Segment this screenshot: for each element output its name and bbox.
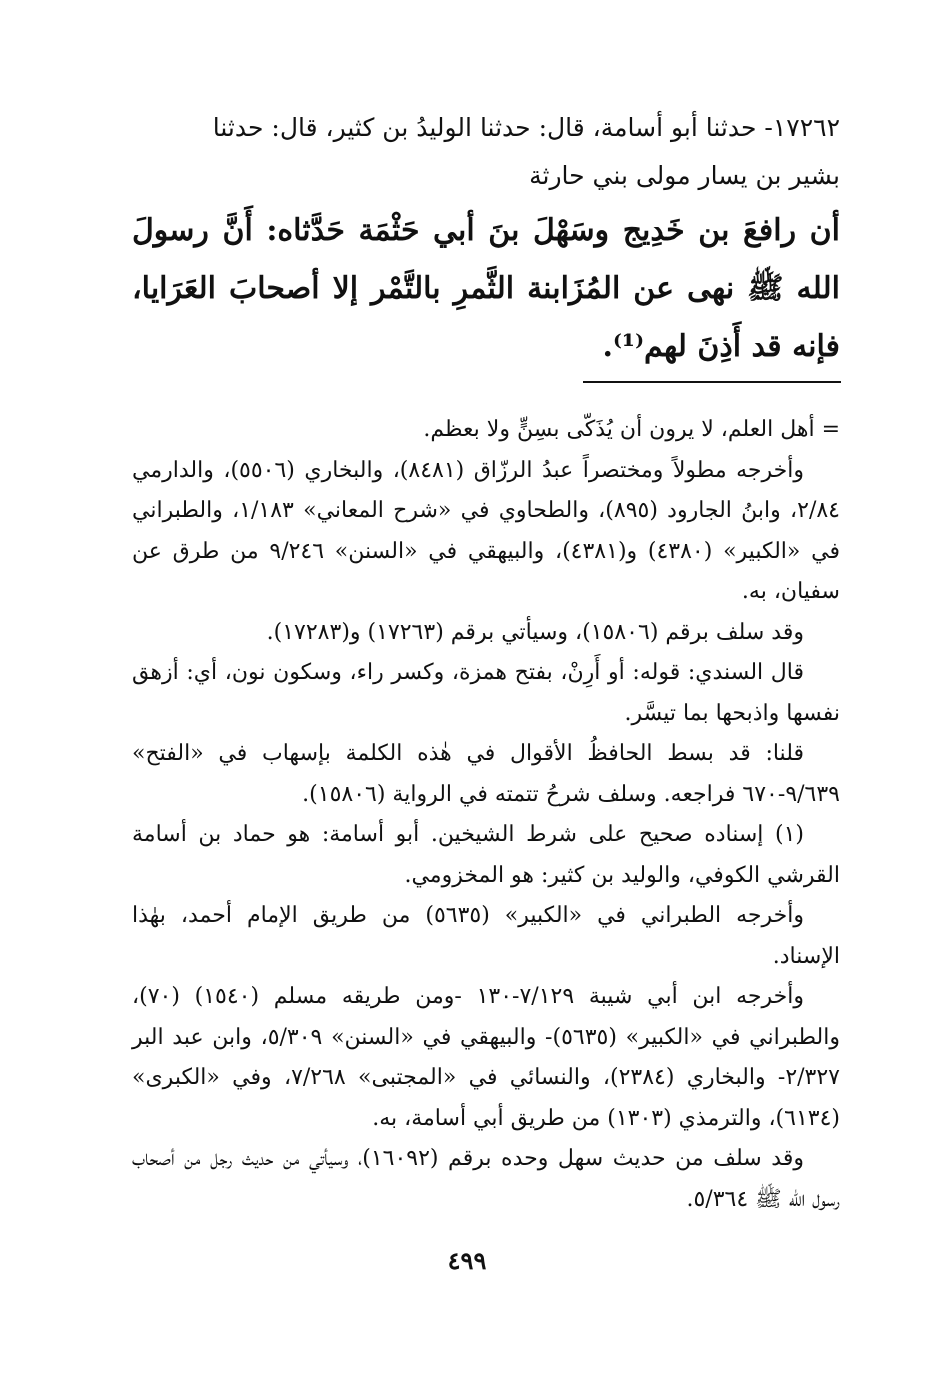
footnote-paragraph: قال السندي: قوله: أو أَرِنْ، بفتح همزة، وكسر راء، وسكون نون، أي: أزهق نفسها واذبحها بما تيسَّر. <box>132 660 840 726</box>
hadith-header-line1: ١٧٢٦٢- حدثنا أبو أسامة، قال: حدثنا الوليدُ بن كثير، قال: حدثنا <box>212 113 840 142</box>
hadith-matn: أن رافعَ بن خَدِيج وسَهْلَ بنَ أبي حَثْمَة حَدَّثاه: أَنَّ رسولَ الله ﷺ نهى عن المُزَابنة الثَّمرِ بالتَّمْر إلا أصحابَ العَرَايا، فإنه قد أَذِنَ لهم⁽¹⁾. <box>132 213 840 364</box>
footnote-paragraph: وقد سلف من حديث سهل وحده برقم (١٦٠٩٢)، وسيأتي من حديث رجل من أصحاب رسول الله ﷺ ٥/٣٦٤. <box>132 1146 840 1212</box>
page-number: ٤٩٩ <box>447 1246 487 1275</box>
footnotes <box>132 410 840 1220</box>
footnote-separator <box>583 381 841 383</box>
footnote-paragraph: وأخرجه ابن أبي شيبة ٧/١٢٩-١٣٠ -ومن طريقه مسلم (١٥٤٠) (٧٠)، والطبراني في «الكبير» (٥٦٣٥)- والبيهقي في «السنن» ٥/٣٠٩، وابن عبد البر ٢/٣٢٧- والبخاري (٢٣٨٤)، والنسائي في «المجتبى» ٧/٢٦٨، وفي «الكبرى» (٦١٣٤)، والترمذي (١٣٠٣) من طريق أبي أسامة، به. <box>132 984 840 1131</box>
hadith-header-line2: بشير بن يسار مولى بني حارثة <box>529 161 840 190</box>
footnote-paragraph: قلنا: قد بسط الحافظُ الأقوال في هٰذه الكلمة بإسهاب في «الفتح» ٩/٦٣٩-٦٧٠ فراجعه. وسلف شرحُ تتمته في الرواية (١٥٨٠٦). <box>132 741 840 807</box>
footnote-paragraph: وأخرجه الطبراني في «الكبير» (٥٦٣٥) من طريق الإمام أحمد، بهٰذا الإسناد. <box>132 903 840 969</box>
footnote-paragraph: = أهل العلم، لا يرون أن يُذَكّى بسِنٍّ ولا بعظم. <box>423 417 840 442</box>
footnote-paragraph: (١) إسناده صحيح على شرط الشيخين. أبو أسامة: هو حماد بن أسامة القرشي الكوفي، والوليد بن كثير: هو المخزومي. <box>132 822 840 888</box>
hadith-isnad <box>132 104 840 200</box>
hadith-block <box>132 104 840 376</box>
footnote-paragraph: وأخرجه مطولاً ومختصراً عبدُ الرزّاق (٨٤٨١)، والبخاري (٥٥٠٦)، والدارمي ٢/٨٤، وابنُ الجارود (٨٩٥)، والطحاوي في «شرح المعاني» ١/١٨٣، والطبراني في «الكبير» (٤٣٨٠) و(٤٣٨١)، والبيهقي في «السنن» ٩/٢٤٦ من طرق عن سفيان، به. <box>132 457 840 604</box>
footnote-paragraph: وقد سلف برقم (١٥٨٠٦)، وسيأتي برقم (١٧٢٦٣) و(١٧٢٨٣). <box>266 619 804 645</box>
